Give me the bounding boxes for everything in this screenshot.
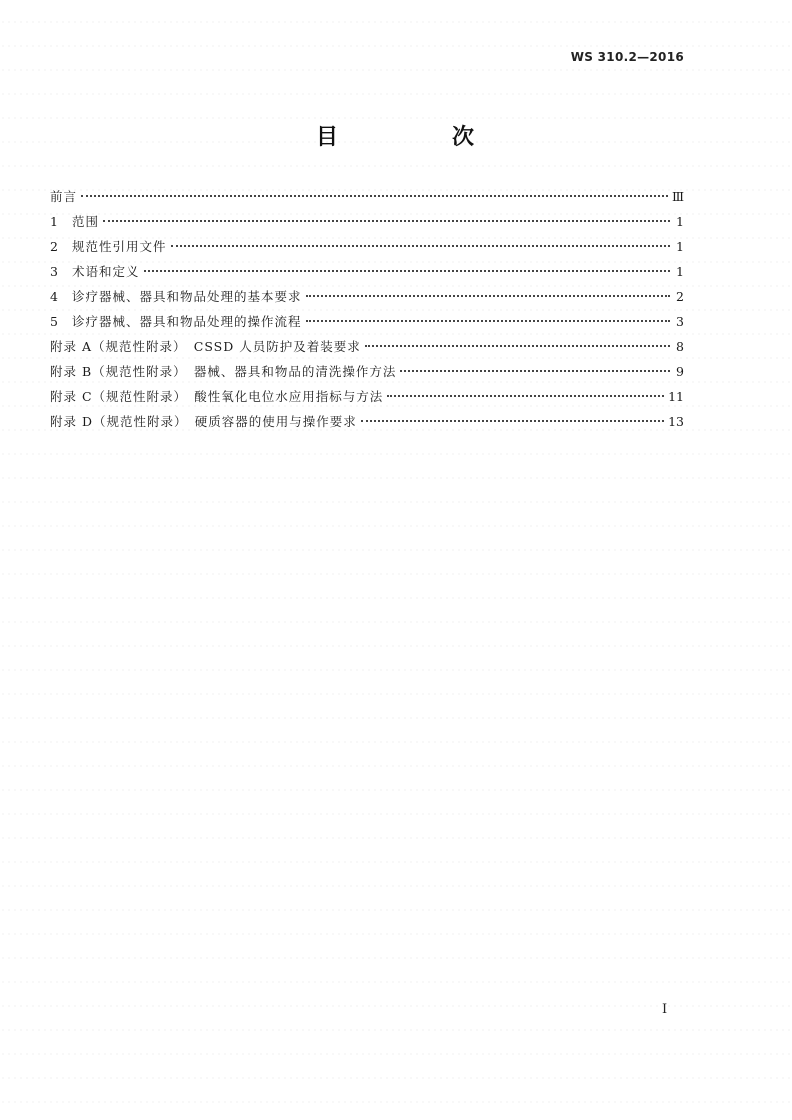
toc-entry-4[interactable]: [50, 284, 684, 309]
toc-leader-dots: [171, 245, 670, 247]
toc-entry-text: 附录 B（规范性附录） 器械、器具和物品的清洗操作方法: [50, 364, 397, 379]
toc-entry-text: 附录 D（规范性附录） 硬质容器的使用与操作要求: [50, 414, 357, 429]
toc-entry-appendix-c[interactable]: [50, 384, 684, 409]
table-of-contents: [50, 184, 684, 434]
toc-entry-page: Ⅲ: [671, 189, 684, 204]
toc-entry-appendix-d[interactable]: [50, 409, 684, 434]
toc-entry-page: 9: [676, 364, 684, 379]
toc-entry-text: 术语和定义: [72, 264, 140, 279]
toc-entry-page: 2: [676, 289, 684, 304]
toc-leader-dots: [103, 220, 670, 222]
toc-entry-text: 前言: [50, 189, 78, 204]
toc-entry-1[interactable]: [50, 209, 684, 234]
toc-leader-dots: [144, 270, 670, 272]
toc-entry-text: 附录 C（规范性附录） 酸性氧化电位水应用指标与方法: [50, 389, 384, 404]
toc-entry-2[interactable]: [50, 234, 684, 259]
toc-entry-text: 规范性引用文件: [72, 239, 167, 254]
toc-leader-dots: [361, 420, 664, 422]
toc-entry-number: 4: [50, 289, 58, 304]
toc-entry-text: 诊疗器械、器具和物品处理的操作流程: [72, 314, 302, 329]
toc-entry-page: 13: [668, 414, 684, 429]
toc-entry-5[interactable]: [50, 309, 684, 334]
toc-leader-dots: [387, 395, 664, 397]
toc-entry-appendix-a[interactable]: [50, 334, 684, 359]
toc-entry-page: 1: [676, 239, 684, 254]
toc-entry-text: 诊疗器械、器具和物品处理的基本要求: [72, 289, 302, 304]
toc-leader-dots: [306, 320, 670, 322]
page-title: 目 次: [315, 125, 520, 150]
toc-entry-number: 3: [50, 264, 58, 279]
toc-entry-foreword[interactable]: [50, 184, 684, 209]
standard-code: WS 310.2—2016: [570, 50, 684, 64]
toc-entry-page: 3: [676, 314, 684, 329]
toc-entry-number: 5: [50, 314, 58, 329]
toc-entry-3[interactable]: [50, 259, 684, 284]
toc-entry-page: 1: [676, 214, 684, 229]
toc-leader-dots: [400, 370, 670, 372]
toc-entry-text: 范围: [72, 214, 100, 229]
toc-entry-number: 2: [50, 239, 58, 254]
toc-entry-page: 8: [676, 339, 684, 354]
toc-leader-dots: [365, 345, 670, 347]
toc-entry-text: 附录 A（规范性附录） CSSD 人员防护及着装要求: [50, 339, 361, 354]
toc-entry-number: 1: [50, 214, 58, 229]
toc-leader-dots: [81, 195, 668, 197]
toc-entry-page: 1: [676, 264, 684, 279]
toc-entry-page: 11: [668, 389, 684, 404]
toc-entry-appendix-b[interactable]: [50, 359, 684, 384]
toc-leader-dots: [306, 295, 670, 297]
page-number: I: [662, 1002, 668, 1017]
